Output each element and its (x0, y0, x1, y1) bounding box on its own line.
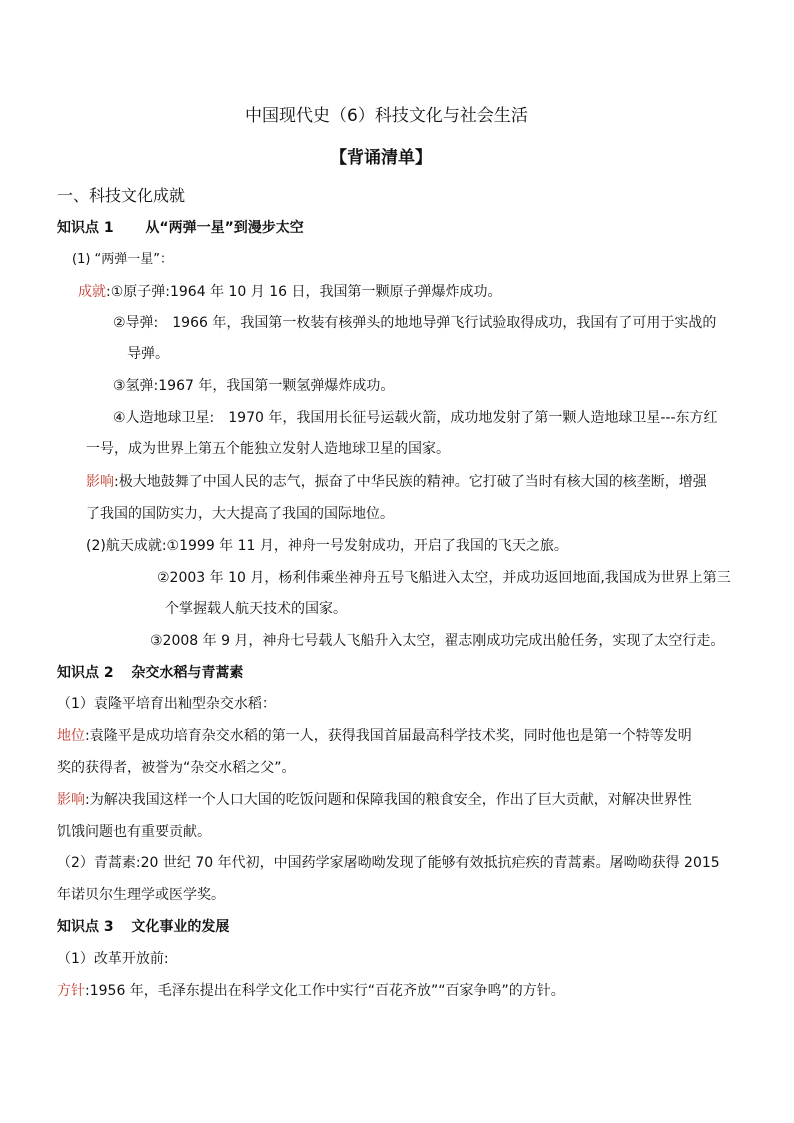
knowledge-point-heading (57, 917, 229, 937)
knowledge-point-heading (57, 218, 304, 238)
knowledge-point-title: 文化事业的发展 (131, 919, 230, 935)
text-achievement: :①原子弹:1964 年 10 月 16 日，我国第一颗原子弹爆炸成功。 (106, 284, 502, 300)
label-status: 地位 (57, 728, 85, 744)
knowledge-point-heading (57, 663, 243, 683)
knowledge-point-label: 知识点 1 (57, 220, 114, 236)
paragraph-line: ③氢弹:1967 年，我国第一颗氢弹爆炸成功。 (113, 378, 395, 394)
section-heading: 一、科技文化成就 (57, 186, 186, 205)
paragraph-line (57, 981, 565, 1001)
paragraph-line: 个掌握载人航天技术的国家。 (165, 601, 347, 617)
label-achievement: 成就 (78, 284, 106, 300)
knowledge-point-title: 杂交水稻与青蒿素 (131, 665, 244, 681)
label-policy: 方针 (57, 983, 85, 999)
paragraph-line: ④人造地球卫星: 1970 年，我国用长征号运载火箭，成功地发射了第一颗人造地球卫星---东方红 (113, 410, 718, 426)
item-heading: （1）改革开放前: (57, 951, 169, 967)
page-subtitle: 【背诵清单】 (330, 148, 432, 168)
paragraph-line (57, 726, 692, 746)
paragraph-line: ②2003 年 10 月，杨利伟乘坐神舟五号飞船进入太空，并成功返回地面,我国成为世界上第三 (157, 570, 731, 586)
paragraph-line: 奖的获得者，被誉为“杂交水稻之父”。 (57, 760, 296, 776)
paragraph-line: 饥饿问题也有重要贡献。 (57, 824, 211, 840)
paragraph-line: （2）青蒿素:20 世纪 70 年代初，中国药学家屠呦呦发现了能够有效抵抗疟疾的青蒿素。屠呦呦获得 2015 (57, 855, 720, 871)
item-heading: (1) “两弹一星”： (72, 252, 174, 267)
page-title: 中国现代史（6）科技文化与社会生活 (245, 106, 528, 126)
text-status: :袁隆平是成功培育杂交水稻的第一人，获得我国首届最高科学技术奖，同时他也是第一个特等发明 (85, 728, 692, 744)
text-impact: :为解决我国这样一个人口大国的吃饭问题和保障我国的粮食安全，作出了巨大贡献，对解决世界性 (85, 792, 692, 808)
knowledge-point-label: 知识点 2 (57, 665, 114, 681)
knowledge-point-label: 知识点 3 (57, 919, 114, 935)
label-impact: 影响 (86, 474, 114, 490)
paragraph-line: ③2008 年 9 月，神舟七号载人飞船升入太空，翟志刚成功完成出舱任务，实现了太空行走。 (150, 633, 725, 649)
paragraph-line: 一号，成为世界上第五个能独立发射人造地球卫星的国家。 (86, 441, 450, 457)
paragraph-line: ②导弹: 1966 年，我国第一枚装有核弹头的地地导弹飞行试验取得成功，我国有了可用于实战的 (113, 315, 717, 331)
paragraph-line (78, 282, 502, 302)
paragraph-line: 年诺贝尔生理学或医学奖。 (57, 887, 225, 903)
text-impact: :极大地鼓舞了中国人民的志气，振奋了中华民族的精神。它打破了当时有核大国的核垄断，增强 (114, 474, 707, 490)
label-impact: 影响 (57, 792, 85, 808)
text-policy: :1956 年，毛泽东提出在科学文化工作中实行“百花齐放”“百家争鸣”的方针。 (85, 983, 565, 999)
paragraph-line: 了我国的国防实力，大大提高了我国的国际地位。 (86, 506, 394, 522)
paragraph-line (86, 472, 707, 492)
paragraph-line: 导弹。 (127, 346, 169, 362)
item-heading: （1）袁隆平培育出籼型杂交水稻： (57, 696, 276, 712)
paragraph-line (57, 790, 692, 810)
paragraph-line: (2)航天成就:①1999 年 11 月，神舟一号发射成功，开启了我国的飞天之旅。 (86, 538, 568, 554)
knowledge-point-title: 从“两弹一星”到漫步太空 (145, 220, 304, 236)
